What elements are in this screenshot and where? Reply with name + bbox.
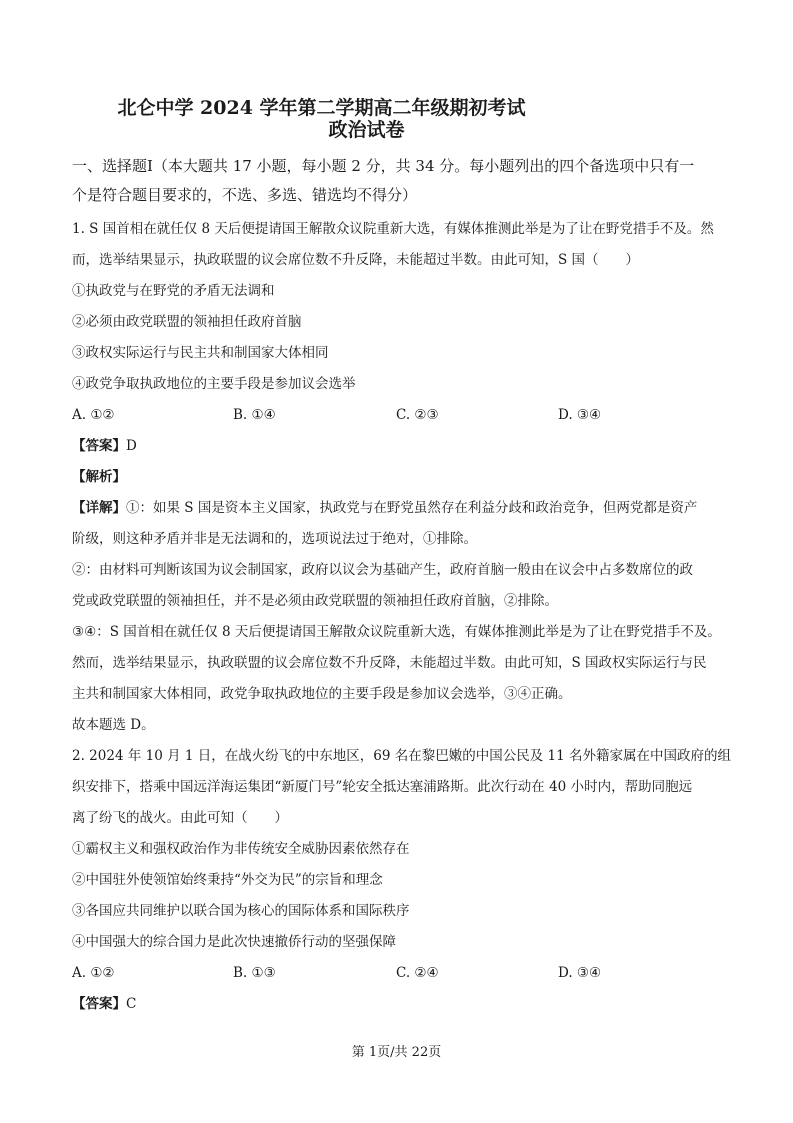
exam-title-line1: 北仑中学 2024 学年第二学期高二年级期初考试 (117, 97, 526, 119)
q2-option-b: B. ①③ (233, 965, 276, 981)
q1-analysis-tag: 【解析】 (72, 469, 126, 485)
q1-detail-line7: 主共和制国家大体相同，政党争取执政地位的主要手段是参加议会选举，③④正确。 (72, 686, 572, 702)
question-2 (72, 741, 742, 1020)
q1-detail-text1: ①：如果 S 国是资本主义国家，执政党与在野党虽然存在利益分歧和政治竞争，但两党都是资产 (126, 500, 698, 516)
q1-statement-3: ③政权实际运行与民主共和制国家大体相同 (72, 345, 329, 361)
q1-stem-line1: 1. S 国首相在就任仅 8 天后便提请国王解散众议院重新大选，有媒体推测此举是为了让在野党措手不及。然 (72, 221, 714, 237)
q1-detail-line5: ③④：S 国首相在就任仅 8 天后便提请国王解散众议院重新大选，有媒体推测此举是为了让在野党措手不及。 (72, 624, 721, 640)
q1-detail-line4: 党或政党联盟的领袖担任，并不是必须由政党联盟的领袖担任政府首脑，②排除。 (72, 593, 558, 609)
q2-statement-3: ③各国应共同维护以联合国为核心的国际体系和国际秩序 (72, 903, 410, 919)
section-heading-line2: 个是符合题目要求的，不选、多选、错选均不得分） (72, 186, 418, 204)
q2-answer (72, 989, 742, 1020)
q2-options (72, 958, 742, 989)
q1-answer-tag: 【答案】 (72, 438, 126, 454)
q2-option-d: D. ③④ (558, 965, 602, 981)
q2-statement-1: ①霸权主义和强权政治作为非传统安全威胁因素依然存在 (72, 841, 410, 857)
q1-statement-1: ①执政党与在野党的矛盾无法调和 (72, 283, 275, 299)
exam-title (0, 97, 793, 141)
q1-answer (72, 431, 742, 462)
q2-stem-line3: 离了纷飞的战火。由此可知（ ） (72, 810, 288, 826)
q1-stem-line2: 而，选举结果显示，执政联盟的议会席位数不升反降，未能超过半数。由此可知，S 国（ ） (72, 252, 640, 268)
q2-option-c: C. ②④ (396, 965, 439, 981)
exam-title-line2: 政治试卷 (328, 119, 405, 141)
q1-option-a: A. ①② (72, 407, 115, 423)
q1-detail-line3: ②：由材料可判断该国为议会制国家，政府以议会为基础产生，政府首脑一般由在议会中占多数席位的政 (72, 562, 693, 578)
q1-options (72, 400, 742, 431)
q1-detail-line6: 然而，选举结果显示，执政联盟的议会席位数不升反降，未能超过半数。由此可知，S 国政权实际运行与民 (72, 655, 707, 671)
q2-answer-value: C (126, 996, 137, 1012)
q2-stem-line2: 织安排下，搭乘中国远洋海运集团“新厦门号”轮安全抵达塞浦路斯。此次行动在 40 小时内，帮助同胞远 (72, 779, 693, 795)
q1-statement-4: ④政党争取执政地位的主要手段是参加议会选举 (72, 376, 356, 392)
page-footer: 第 1页/共 22页 (351, 1045, 442, 1060)
section-heading-line1: 一、选择题Ⅰ（本大题共 17 小题，每小题 2 分，共 34 分。每小题列出的四个备选项中只有一 (72, 157, 695, 175)
q1-detail-tag: 【详解】 (72, 500, 126, 516)
q1-analysis (72, 462, 742, 493)
q1-option-c: C. ②③ (396, 407, 439, 423)
q1-option-b: B. ①④ (233, 407, 276, 423)
q1-statement-2: ②必须由政党联盟的领袖担任政府首脑 (72, 314, 302, 330)
q2-answer-tag: 【答案】 (72, 996, 126, 1012)
exam-body (72, 152, 742, 1020)
q1-answer-value: D (126, 438, 137, 454)
q1-detail-line2: 阶级，则这种矛盾并非是无法调和的，选项说法过于绝对，①排除。 (72, 531, 477, 547)
q2-statement-2: ②中国驻外使领馆始终秉持“外交为民”的宗旨和理念 (72, 872, 383, 888)
q2-statement-4: ④中国强大的综合国力是此次快速撤侨行动的坚强保障 (72, 934, 396, 950)
q1-detail-line1 (72, 493, 742, 524)
q1-option-d: D. ③④ (558, 407, 602, 423)
q1-conclusion: 故本题选 D。 (72, 717, 155, 733)
q2-stem-line1: 2. 2024 年 10 月 1 日，在战火纷飞的中东地区，69 名在黎巴嫩的中国公民及 11 名外籍家属在中国政府的组 (72, 748, 731, 764)
question-1 (72, 214, 742, 741)
q2-option-a: A. ①② (72, 965, 115, 981)
